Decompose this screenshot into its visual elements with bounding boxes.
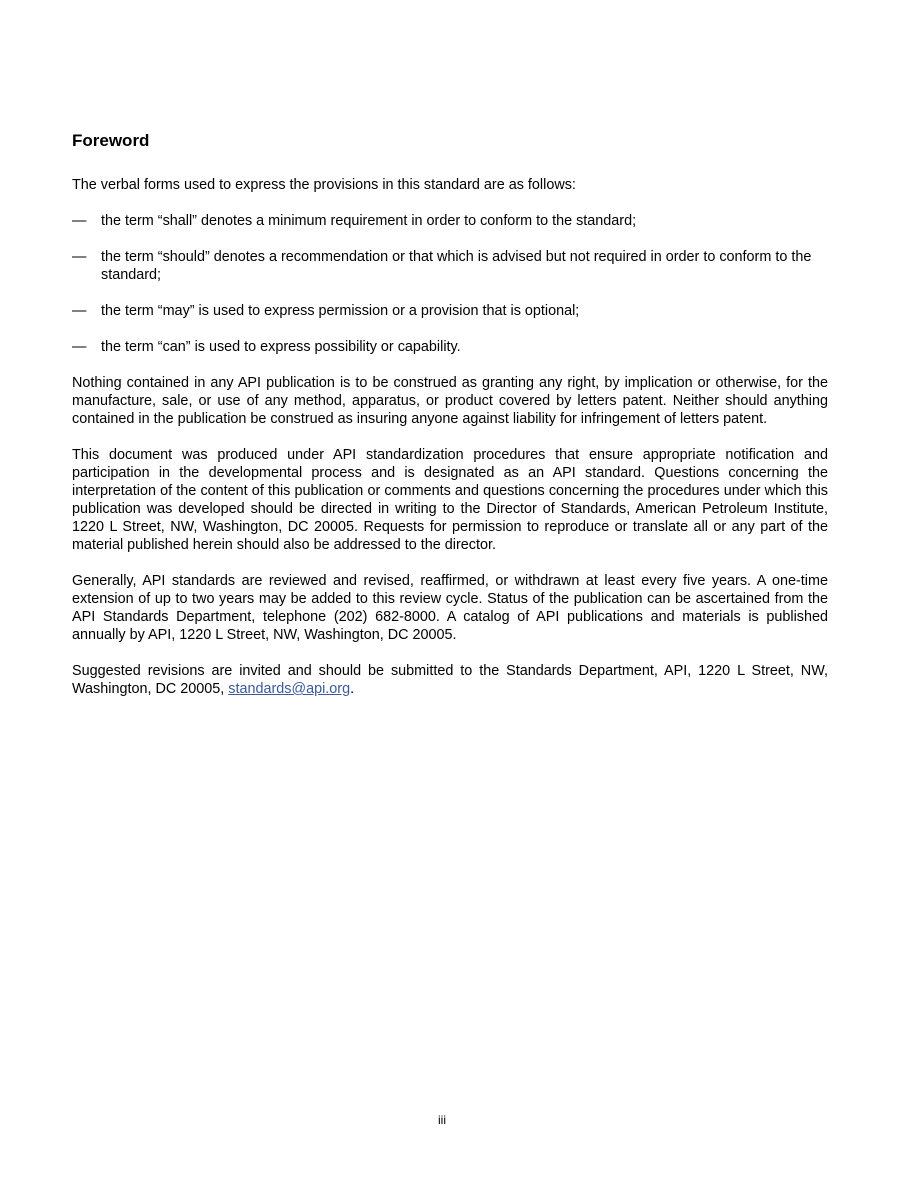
term-should: the term “should” denotes a recommendation or that which is advised but not required in order to conform to the standard; xyxy=(101,249,812,283)
revisions-paragraph xyxy=(72,662,828,698)
page-number: iii xyxy=(438,1113,446,1127)
procedures-paragraph: This document was produced under API standardization procedures that ensure appropriate notification and participation in the developmental process and is designated as an API standard. Questions concerning the interpretation of the content of this publication or comments and questions concerning the procedures under which this publication was developed should be directed in writing to the Director of Standards, American Petroleum Institute, 1220 L Street, NW, Washington, DC 20005. Requests for permission to reproduce or translate all or any part of the material published herein should also be addressed to the director. xyxy=(72,447,828,553)
dash-bullet: — xyxy=(72,339,87,355)
list-item xyxy=(72,302,828,320)
revisions-text: Suggested revisions are invited and should be submitted to the Standards Department, API, 1220 L Street, NW, Washington, DC 20005, xyxy=(72,663,828,697)
foreword-content xyxy=(72,176,828,716)
intro-paragraph: The verbal forms used to express the provisions in this standard are as follows: xyxy=(72,177,576,193)
list-item xyxy=(72,248,828,284)
term-may: the term “may” is used to express permission or a provision that is optional; xyxy=(101,303,580,319)
term-shall: the term “shall” denotes a minimum requirement in order to conform to the standard; xyxy=(101,213,637,229)
patent-paragraph: Nothing contained in any API publication is to be construed as granting any right, by implication or otherwise, for the manufacture, sale, or use of any method, apparatus, or product covered by letters patent. Neither should anything contained in the publication be construed as insuring anyone against liability for infringement of letters patent. xyxy=(72,375,828,427)
review-paragraph: Generally, API standards are reviewed and revised, reaffirmed, or withdrawn at least every five years. A one-time extension of up to two years may be added to this review cycle. Status of the publication can be ascertained from the API Standards Department, telephone (202) 682-8000. A catalog of API publications and materials is published annually by API, 1220 L Street, NW, Washington, DC 20005. xyxy=(72,573,828,643)
term-can: the term “can” is used to express possibility or capability. xyxy=(101,339,461,355)
verbal-forms-list xyxy=(72,212,828,356)
page-title: Foreword xyxy=(72,131,150,150)
email-link[interactable]: standards@api.org xyxy=(228,681,351,697)
list-item xyxy=(72,338,828,356)
list-item xyxy=(72,212,828,230)
dash-bullet: — xyxy=(72,249,87,265)
dash-bullet: — xyxy=(72,213,87,229)
revisions-period: . xyxy=(350,681,355,697)
dash-bullet: — xyxy=(72,303,87,319)
